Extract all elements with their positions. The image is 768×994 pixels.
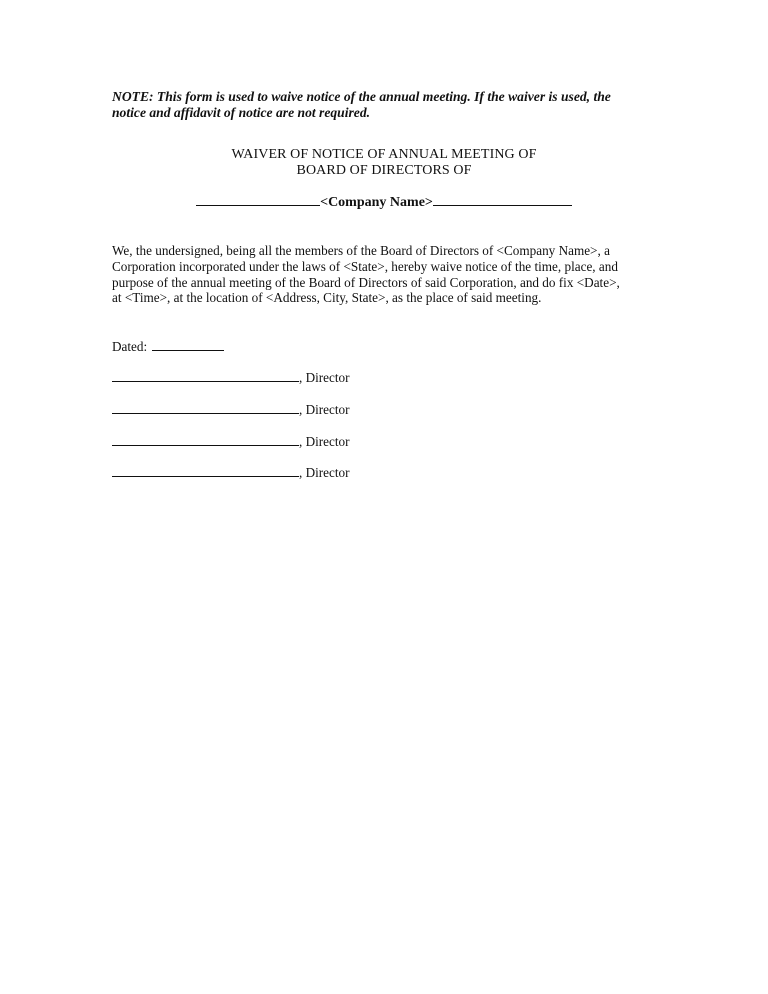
signature-blank <box>112 434 299 446</box>
paragraph-line: at <Time>, at the location of <Address, City, State>, as the place of said meeting. <box>112 290 542 306</box>
note-line: notice and affidavit of notice are not required. <box>112 105 371 120</box>
paragraph-line: Corporation incorporated under the laws of <State>, hereby waive notice of the time, place, and <box>112 258 618 274</box>
dated-label: Dated: <box>112 339 148 354</box>
director-signature-line <box>112 434 350 450</box>
note-line: NOTE: This form is used to waive notice of the annual meeting. If the waiver is used, the <box>112 89 611 104</box>
signature-blank <box>112 370 299 382</box>
waiver-paragraph <box>112 243 672 306</box>
director-signature-line <box>112 402 350 418</box>
company-name-placeholder: <Company Name> <box>320 195 433 210</box>
instruction-note <box>112 89 652 121</box>
signature-blank <box>112 465 299 477</box>
document-title: WAIVER OF NOTICE OF ANNUAL MEETING OF <box>231 147 537 162</box>
signature-blank <box>112 402 299 414</box>
document-subtitle: BOARD OF DIRECTORS OF <box>296 163 472 178</box>
director-signature-line <box>112 370 350 386</box>
director-label: , Director <box>299 434 350 449</box>
director-signature-line <box>112 465 350 481</box>
director-label: , Director <box>299 370 350 385</box>
paragraph-line: We, the undersigned, being all the members of the Board of Directors of <Company Name>, a <box>112 243 610 258</box>
dated-line <box>112 339 224 355</box>
company-name-blank-right <box>433 195 572 206</box>
company-name-blank-left <box>196 195 320 206</box>
company-name-line <box>0 195 768 211</box>
director-label: , Director <box>299 402 350 417</box>
director-label: , Director <box>299 465 350 480</box>
paragraph-line: purpose of the annual meeting of the Board of Directors of said Corporation, and do fix <Date>, <box>112 274 620 290</box>
dated-blank <box>152 339 224 351</box>
